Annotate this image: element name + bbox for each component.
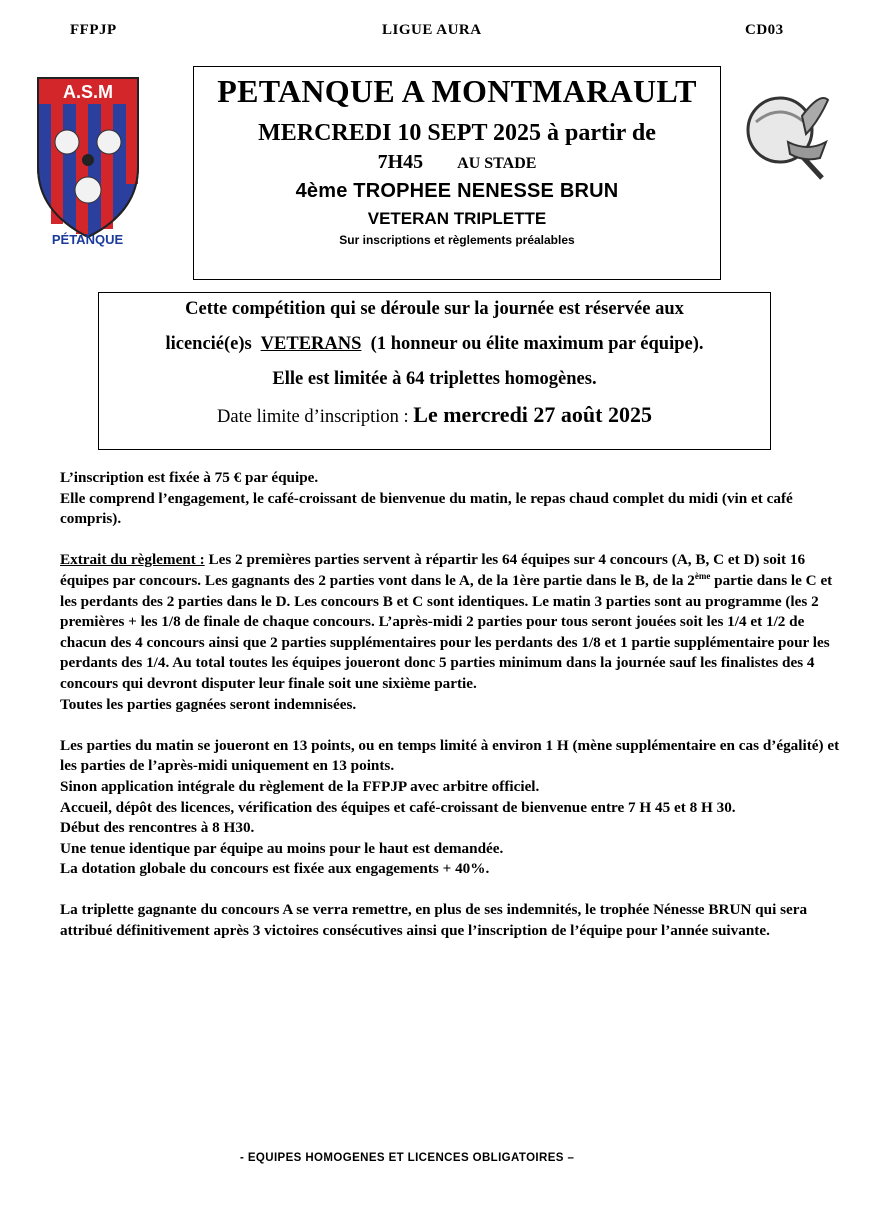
rules-text-b: partie dans le C et les perdants des 2 parties dans le D. Les concours B et C sont identiques. Le matin 3 parties sont au programme (les 2 premières + les 1/8 de finale de chaque concours. L’après-midi 2 parties pour tous seront jouées soit les 1/4 et 1/2 de chacun des 4 concours ainsi que 2 parties supplémentaires pour les perdants des 1/8 et 1 partie supplémentaire pour les perdants des 1/4. Au total toutes les équipes joueront donc 5 parties minimum dans la journée sauf les finalistes des 4 concours qui devront disputer leur finale soit une sixième partie. bbox=[60, 571, 833, 692]
header-cd: CD03 bbox=[745, 22, 784, 38]
petanque-ball-logo bbox=[742, 82, 834, 194]
trophy-text: La triplette gagnante du concours A se verra remettre, en plus de ses indemnités, le trophée Nénesse BRUN qui sera attribué définitivement après 3 victoires consécutives ainsi que l’inscription de l’équipe pour l’année suivante. bbox=[60, 901, 808, 940]
outfit-text: Une tenue identique par équipe au moins pour le haut est demandée. bbox=[60, 839, 504, 857]
title-category: VETERAN TRIPLETTE bbox=[367, 209, 547, 228]
deadline-label: Date limite d’inscription : bbox=[217, 407, 409, 427]
rules-label: Extrait du règlement : bbox=[60, 551, 205, 569]
title-date: MERCREDI 10 SEPT 2025 à partir de bbox=[258, 120, 656, 146]
header-ffpjp: FFPJP bbox=[70, 22, 117, 38]
title-time-row bbox=[194, 151, 720, 174]
rules-paid: Toutes les parties gagnées seront indemnisées. bbox=[60, 695, 357, 713]
competition-deadline bbox=[99, 402, 770, 428]
competition-veterans: VETERANS bbox=[260, 334, 362, 354]
title-note: Sur inscriptions et règlements préalables bbox=[339, 233, 575, 247]
competition-max: (1 honneur ou élite maximum par équipe). bbox=[370, 334, 704, 354]
morning-text: Les parties du matin se joueront en 13 points, ou en temps limité à environ 1 H (mène supplémentaire en cas d’égalité) et les parties de l’après-midi uniquement en 13 points. bbox=[60, 736, 840, 775]
competition-line1: Cette compétition qui se déroule sur la journée est réservée aux bbox=[185, 299, 684, 319]
fee-detail: Elle comprend l’engagement, le café-croissant de bienvenue du matin, le repas chaud complet du midi (vin et café compris). bbox=[60, 489, 793, 528]
title-main: PETANQUE A MONTMARAULT bbox=[217, 73, 697, 109]
footer-notice: - EQUIPES HOMOGENES ET LICENCES OBLIGATOIRES – bbox=[240, 1152, 575, 1164]
body-text bbox=[60, 468, 840, 942]
competition-line3: Elle est limitée à 64 triplettes homogènes. bbox=[272, 369, 597, 389]
prize-text: La dotation globale du concours est fixée aux engagements + 40%. bbox=[60, 860, 490, 878]
competition-box bbox=[98, 292, 771, 450]
competition-line2 bbox=[99, 334, 770, 355]
title-place: AU STADE bbox=[457, 155, 537, 172]
title-trophy: 4ème TROPHEE NENESSE BRUN bbox=[295, 180, 619, 202]
deadline-date: Le mercredi 27 août 2025 bbox=[413, 402, 652, 427]
logo-text: A.S.M bbox=[62, 82, 114, 102]
rules-sup: ème bbox=[694, 570, 711, 581]
start-text: Début des rencontres à 8 H30. bbox=[60, 819, 255, 837]
title-time: 7H45 bbox=[377, 151, 424, 173]
rules-paragraph bbox=[60, 550, 840, 694]
title-box bbox=[193, 66, 721, 280]
ffpjp-text: Sinon application intégrale du règlement de la FFPJP avec arbitre officiel. bbox=[60, 777, 540, 795]
asm-shield-logo bbox=[33, 72, 143, 252]
rules-text-a: Les 2 premières parties servent à répartir les 64 équipes sur 4 concours (A, B, C et D) soit 16 équipes par concours. Les gagnants des 2 parties vont dans le A, de la 1ère partie dans le B, de la 2 bbox=[60, 551, 806, 589]
competition-licencies: licencié(e)s bbox=[165, 334, 252, 354]
header-ligue: LIGUE AURA bbox=[382, 22, 482, 38]
welcome-text: Accueil, dépôt des licences, vérification des équipes et café-croissant de bienvenue entre 7 H 45 et 8 H 30. bbox=[60, 798, 736, 816]
logo-caption: PÉTANQUE bbox=[51, 232, 124, 247]
fee-text: L’inscription est fixée à 75 € par équipe. bbox=[60, 469, 319, 486]
